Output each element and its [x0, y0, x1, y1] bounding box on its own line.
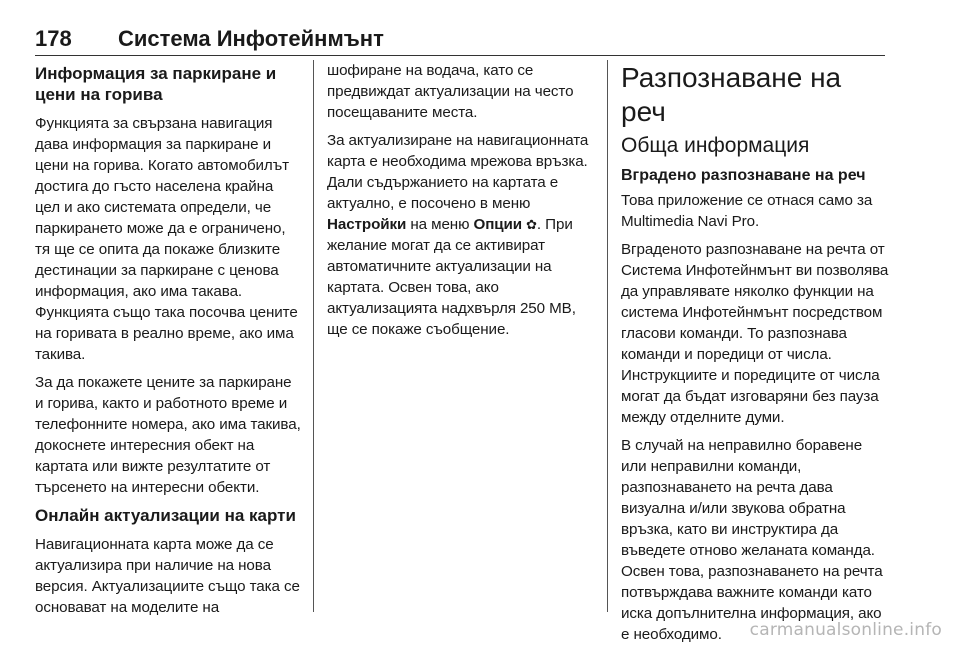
column-left: [35, 60, 301, 616]
section-title-speech: Разпознаване на реч: [621, 62, 842, 127]
subsection-heading-builtin: Вградено разпознаване на реч: [621, 167, 866, 184]
paragraph: [327, 130, 595, 340]
paragraph: шофиране на водача, като се предвиждат актуализации на често посещаваните места.: [327, 62, 574, 121]
paragraph-text: . При желание могат да се активират автоматичните актуализации на картата. Освен това, ако актуализацията надхвърля 250 MB, ще се покаже съобщение.: [327, 216, 576, 338]
gear-icon: ✿: [526, 217, 537, 232]
paragraph: Това приложение се отнася само за Multimedia Navi Pro.: [621, 192, 873, 230]
column-divider: [313, 60, 314, 612]
settings-menu-label: Настройки: [327, 216, 407, 233]
page-number: 178: [35, 26, 72, 51]
paragraph: В случай на неправилно боравене или неправилни команди, разпознаването на речта дава визуална и/или звукова обратна връзка, като ви инструктира да въведете отново желаната команда. Освен това, разпознаването на речта потвърждава важните команди като иска допълнителна информация, ако е необходимо.: [621, 437, 883, 643]
paragraph: За да покажете цените за паркиране и горива, както и работното време и телефонните номера, ако има такива, докоснете интересния обект на картата или вижте резултатите от търсенето на интересни обекти.: [35, 374, 301, 496]
subsection-title-general: Обща информация: [621, 134, 810, 157]
paragraph-text: За актуализиране на навигационната карта е необходима мрежова връзка. Дали съдържанието на картата е актуално, е посочено в меню: [327, 132, 589, 212]
paragraph: Вграденото разпознаване на речта от Система Инфотейнмънт ви позволява да управлявате няколко функции на система Инфотейнмънт посредством гласови команди. То разпознава команди и поредици от числа. Инструкциите и поредиците от числа могат да бъдат изговаряни без пауза между отделните думи.: [621, 241, 889, 426]
chapter-title: Система Инфотейнмънт: [118, 26, 384, 51]
section-heading-parking: Информация за паркиране и цени на горива: [35, 64, 277, 104]
paragraph: Навигационната карта може да се актуализира при наличие на нова версия. Актуализациите също така се основават на моделите на: [35, 536, 300, 616]
page-header: [35, 26, 885, 56]
options-menu-label: Опции: [473, 216, 522, 233]
paragraph: Функцията за свързана навигация дава информация за паркиране и цени на горива. Когато автомобилът достига до гъсто населена крайна цел и ако системата определи, че паркирането може да е ограничено, тя ще се опита да покаже близките дестинации за паркиране с ценова информация, ако има такава. Функцията също така посочва цените на горивата в реално време, ако има такива.: [35, 115, 298, 363]
paragraph-text: на меню: [406, 216, 474, 233]
section-heading-map-updates: Онлайн актуализации на карти: [35, 506, 296, 525]
column-middle: [327, 60, 595, 612]
column-divider: [607, 60, 608, 612]
watermark: carmanualsonline.info: [749, 620, 942, 640]
